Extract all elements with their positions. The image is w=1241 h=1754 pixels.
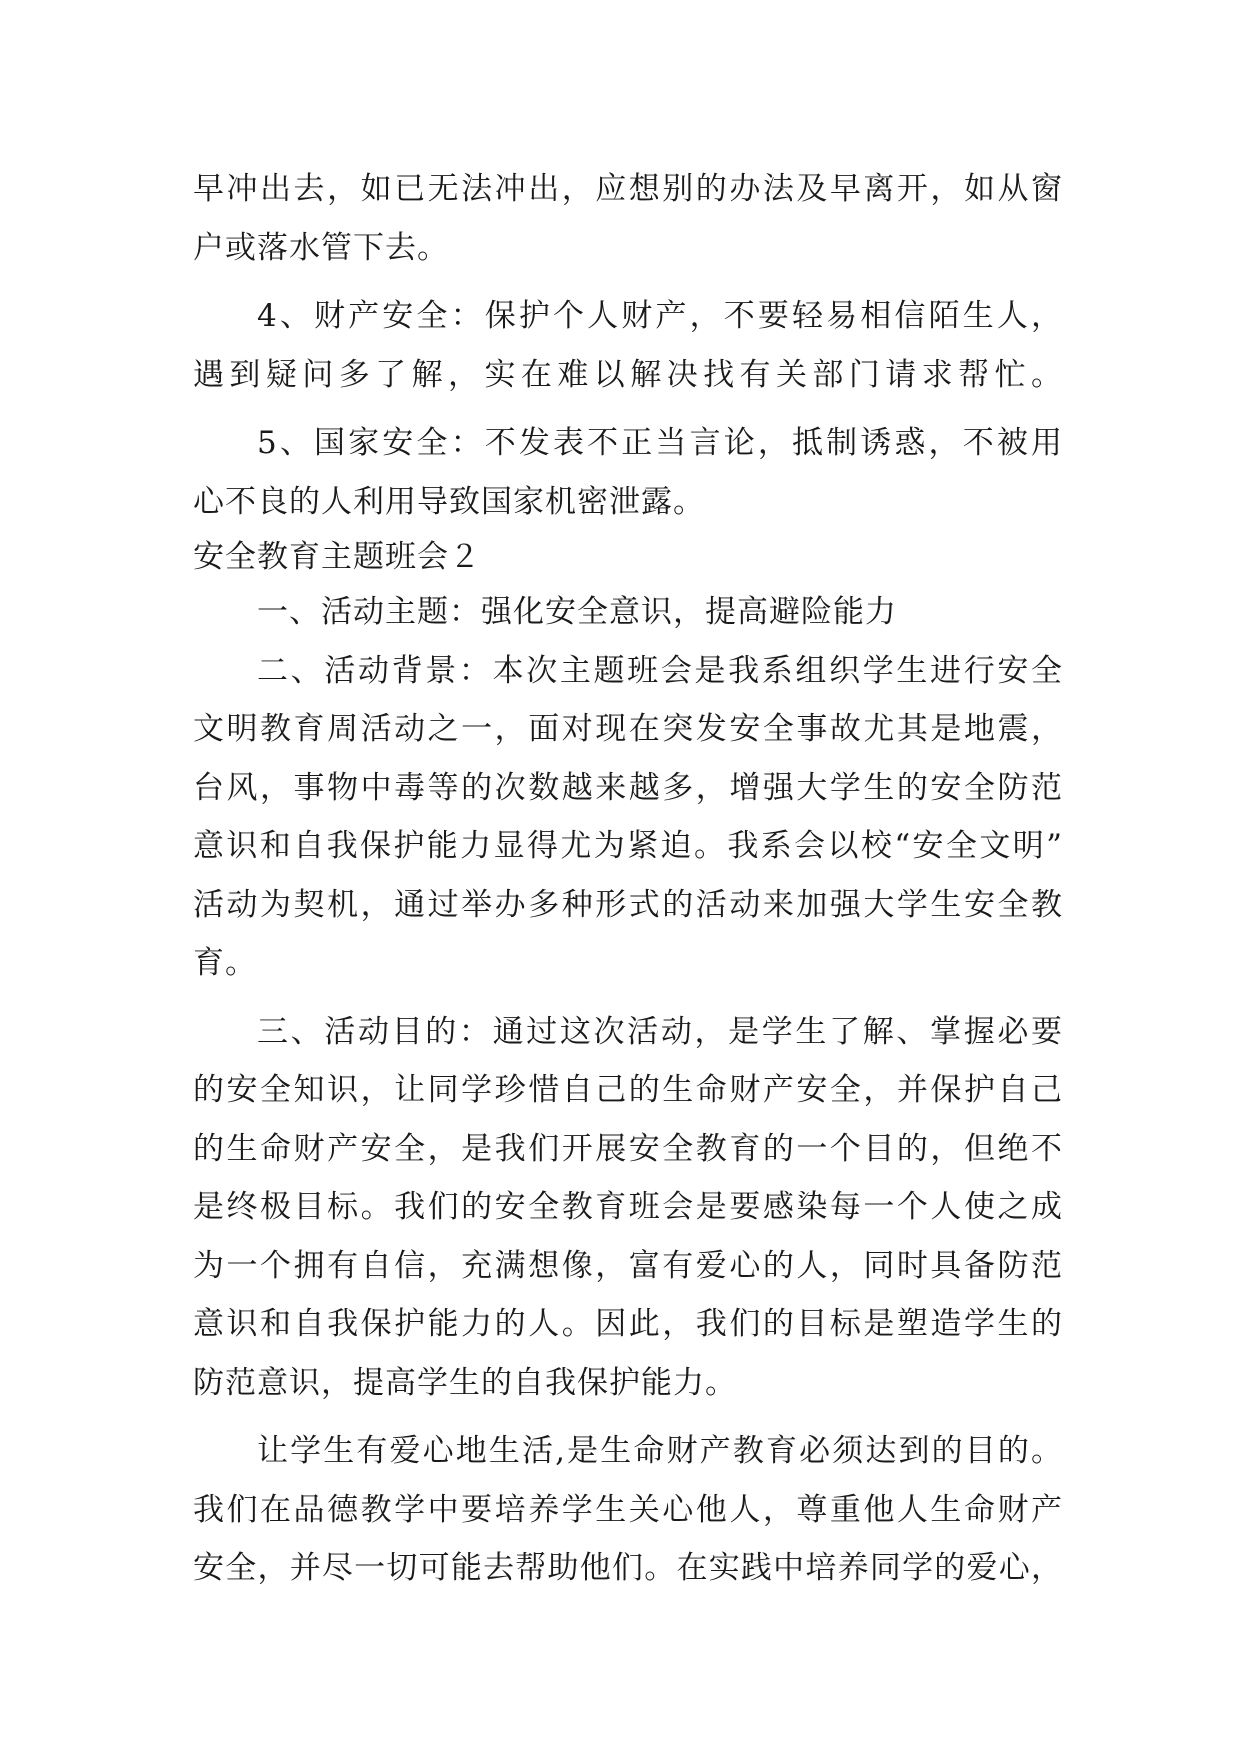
section-title: 安全教育主题班会２ [193, 539, 481, 575]
text-line: 心不良的人利用导致国家机密泄露。 [193, 483, 705, 520]
text-line: 防范意识，提高学生的自我保护能力。 [193, 1364, 737, 1401]
text-line: 一、活动主题：强化安全意识，提高避险能力 [257, 594, 897, 630]
text-line: 的生命财产安全，是我们开展安全教育的一个目的，但绝不 [193, 1130, 1063, 1167]
document-body [193, 160, 1063, 1598]
paragraph-activity-purpose [193, 1003, 1063, 1413]
paragraph-national-security [193, 414, 1063, 531]
text-line: 育。 [193, 945, 257, 981]
text-line: 意识和自我保护能力的人。因此，我们的目标是塑造学生的 [193, 1306, 1063, 1342]
text-line: 安全，并尽一切可能去帮助他们。在实践中培养同学的爱心， [193, 1550, 1063, 1586]
paragraph-property-safety [193, 287, 1063, 404]
text-line: 文明教育周活动之一，面对现在突发安全事故尤其是地震， [193, 711, 1063, 747]
paragraph-activity-background [193, 583, 1063, 993]
text-line: 5、国家安全：不发表不正当言论，抵制诱惑，不被用 [257, 425, 1063, 461]
text-line: 台风，事物中毒等的次数越来越多，增强大学生的安全防范 [193, 769, 1063, 806]
text-line: 我们在品德教学中要培养学生关心他人，尊重他人生命财产 [193, 1491, 1063, 1528]
text-line: 户或落水管下去。 [193, 229, 449, 266]
text-line: 活动为契机，通过举办多种形式的活动来加强大学生安全教 [193, 886, 1063, 923]
text-line: 二、活动背景：本次主题班会是我系组织学生进行安全 [257, 652, 1063, 689]
paragraph-caring-life [193, 1422, 1063, 1598]
text-line: 4、财产安全：保护个人财产，不要轻易相信陌生人， [257, 298, 1063, 334]
text-line: 早冲出去，如已无法冲出，应想别的办法及早离开，如从窗 [193, 171, 1063, 207]
text-line: 让学生有爱心地生活,是生命财产教育必须达到的目的。 [257, 1433, 1063, 1469]
text-line: 三、活动目的：通过这次活动，是学生了解、掌握必要 [257, 1013, 1063, 1050]
paragraph-fire-escape [193, 160, 1063, 277]
text-line: 是终极目标。我们的安全教育班会是要感染每一个人使之成 [193, 1189, 1063, 1225]
text-line: 遇到疑问多了解，实在难以解决找有关部门请求帮忙。 [193, 356, 1063, 393]
text-line: 为一个拥有自信，充满想像，富有爱心的人，同时具备防范 [193, 1247, 1063, 1284]
text-line: 意识和自我保护能力显得尤为紧迫。我系会以校“安全文明” [193, 828, 1063, 864]
text-line: 的安全知识，让同学珍惜自己的生命财产安全，并保护自己 [193, 1072, 1063, 1108]
